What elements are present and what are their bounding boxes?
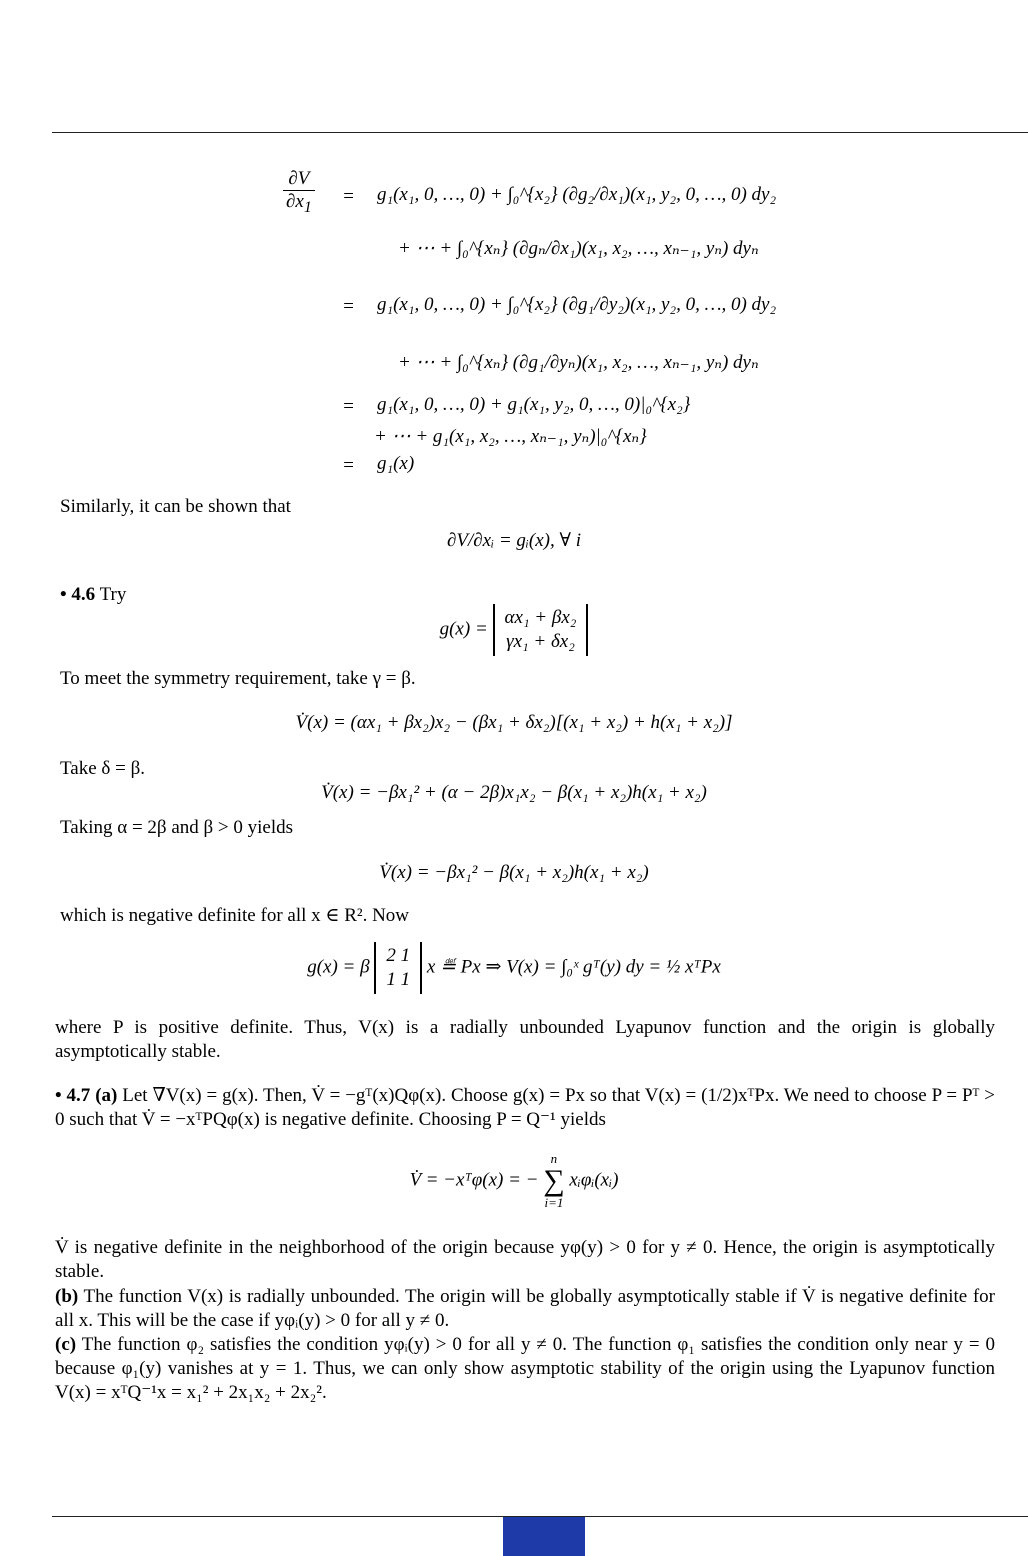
eq-final-a: g(x) = β (307, 956, 370, 978)
derivation-rel-5: = (342, 396, 355, 417)
eq-g-lhs: g(x) = (439, 618, 488, 640)
eq-sum-term: xᵢφᵢ(xᵢ) (569, 1169, 619, 1191)
derivation-rhs-6: + ⋯ + g₁(x₁, x₂, …, xₙ₋₁, yₙ)|₀^{xₙ} (374, 426, 647, 447)
sum-bottom: i=1 (544, 1195, 564, 1210)
exercise-4-6-try: Try (99, 584, 127, 605)
exercise-4-7-part-b (55, 1285, 995, 1333)
derivation-rhs-4: + ⋯ + ∫₀^{xₙ} (∂g₁/∂yₙ)(x₁, x₂, …, xₙ₋₁, yₙ) dyₙ (398, 352, 759, 373)
eq-final-m1: 2 1 (386, 945, 411, 966)
eq-g-matrix (493, 604, 589, 656)
eq-g-vector (0, 604, 1028, 656)
derivation-rhs-3: g₁(x₁, 0, …, 0) + ∫₀^{x₂} (∂g₁/∂y₂)(x₁, y₂, 0, …, 0) dy₂ (377, 294, 777, 315)
exercise-4-7-label: • 4.7 (55, 1085, 91, 1106)
derivation-rhs-7: g₁(x) (377, 453, 415, 474)
derivation-rel-3: = (342, 296, 355, 317)
part-b-text: The function V(x) is radially unbounded. The origin will be globally asymptotically stable if V̇ is negative definite for all x. This will be the case if yφᵢ(y) > 0 for all y ≠ 0. (55, 1286, 995, 1331)
part-b-label: (b) (55, 1286, 79, 1307)
similarly-text: Similarly, it can be shown that (60, 496, 291, 517)
eq-g-row2: γx₁ + δx₂ (506, 631, 575, 652)
page-number-tab (503, 1517, 585, 1556)
eq-similarly: ∂V/∂xᵢ = gᵢ(x), ∀ i (446, 530, 581, 551)
derivation-rhs-5: g₁(x₁, 0, …, 0) + g₁(x₁, y₂, 0, …, 0)|₀^{x₂} (377, 394, 691, 415)
exercise-4-6-label: • 4.6 (60, 584, 96, 605)
derivation-rhs-2: + ⋯ + ∫₀^{xₙ} (∂gₙ/∂x₁)(x₁, x₂, …, xₙ₋₁, yₙ) dyₙ (398, 238, 759, 259)
after-sum-text: V̇ is negative definite in the neighborhood of the origin because yφ(y) > 0 for y ≠ 0. Hence, the origin is asymptotically stable. (55, 1237, 995, 1282)
symmetry-text: To meet the symmetry requirement, take γ = β. (60, 668, 416, 689)
part-a-label: (a) (95, 1085, 118, 1106)
eq-final-matrix (374, 942, 422, 994)
conclusion-4-6: where P is positive definite. Thus, V(x) is a radially unbounded Lyapunov function and the origin is globally asymptotically stable. (55, 1017, 995, 1062)
sum-operator: n ∑ i=1 (543, 1151, 565, 1210)
derivation-rhs-1: g₁(x₁, 0, …, 0) + ∫₀^{x₂} (∂g₂/∂x₁)(x₁, y₂, 0, …, 0) dy₂ (377, 184, 777, 205)
eq-final-m2: 1 1 (386, 969, 411, 990)
taking-alpha-text: Taking α = 2β and β > 0 yields (60, 817, 294, 838)
eq-final-b: x ≝ Px ⇒ V(x) = ∫₀ˣ gᵀ(y) dy = ½ xᵀPx (426, 956, 721, 978)
eq-vdot-2: V̇(x) = −βx₁² + (α − 2β)x₁x₂ − β(x₁ + x₂)h(x₁ + x₂) (321, 782, 707, 803)
derivation-rel-1: = (342, 186, 355, 207)
negative-definite-text: which is negative definite for all x ∈ R². Now (60, 905, 410, 926)
eq-sum (0, 1152, 1028, 1210)
part-a-text: Let ∇V(x) = g(x). Then, V̇ = −gᵀ(x)Qφ(x). Choose g(x) = Px so that V(x) = (1/2)xᵀPx. We need to choose P = Pᵀ > 0 such that V̇ = −xᵀPQφ(x) is negative definite. Choosing P = Q⁻¹ yields (55, 1085, 995, 1130)
eq-final (0, 942, 1028, 994)
part-c-label: (c) (55, 1334, 77, 1355)
exercise-4-7-part-c (55, 1333, 995, 1405)
eq-vdot-1: V̇(x) = (αx₁ + βx₂)x₂ − (βx₁ + δx₂)[(x₁ + x₂) + h(x₁ + x₂)] (295, 712, 733, 733)
header-rule (52, 132, 1028, 133)
derivation-lhs: $\frac{\partial V}{\partial x_1}$ (283, 168, 315, 217)
eq-g-row1: αx₁ + βx₂ (504, 607, 577, 628)
eq-sum-lhs: V̇ = −xᵀφ(x) = − (409, 1169, 539, 1191)
sum-top: n (550, 1151, 558, 1166)
take-delta-text: Take δ = β. (60, 758, 145, 779)
exercise-4-6-heading (60, 584, 126, 606)
exercise-4-7-part-a (55, 1084, 995, 1132)
part-c-text: The function φ₂ satisfies the condition yφᵢ(y) > 0 for all y ≠ 0. The function φ₁ satisfies the condition only near y = 0 because φ₁(y) vanishes at y = 1. Thus, we can only show asymptotic stability of the origin using the Lyapunov function V(x) = xᵀQ⁻¹x = x₁² + 2x₁x₂ + 2x₂². (55, 1334, 995, 1403)
derivation-rel-7: = (342, 455, 355, 476)
eq-vdot-3: V̇(x) = −βx₁² − β(x₁ + x₂)h(x₁ + x₂) (379, 862, 649, 883)
